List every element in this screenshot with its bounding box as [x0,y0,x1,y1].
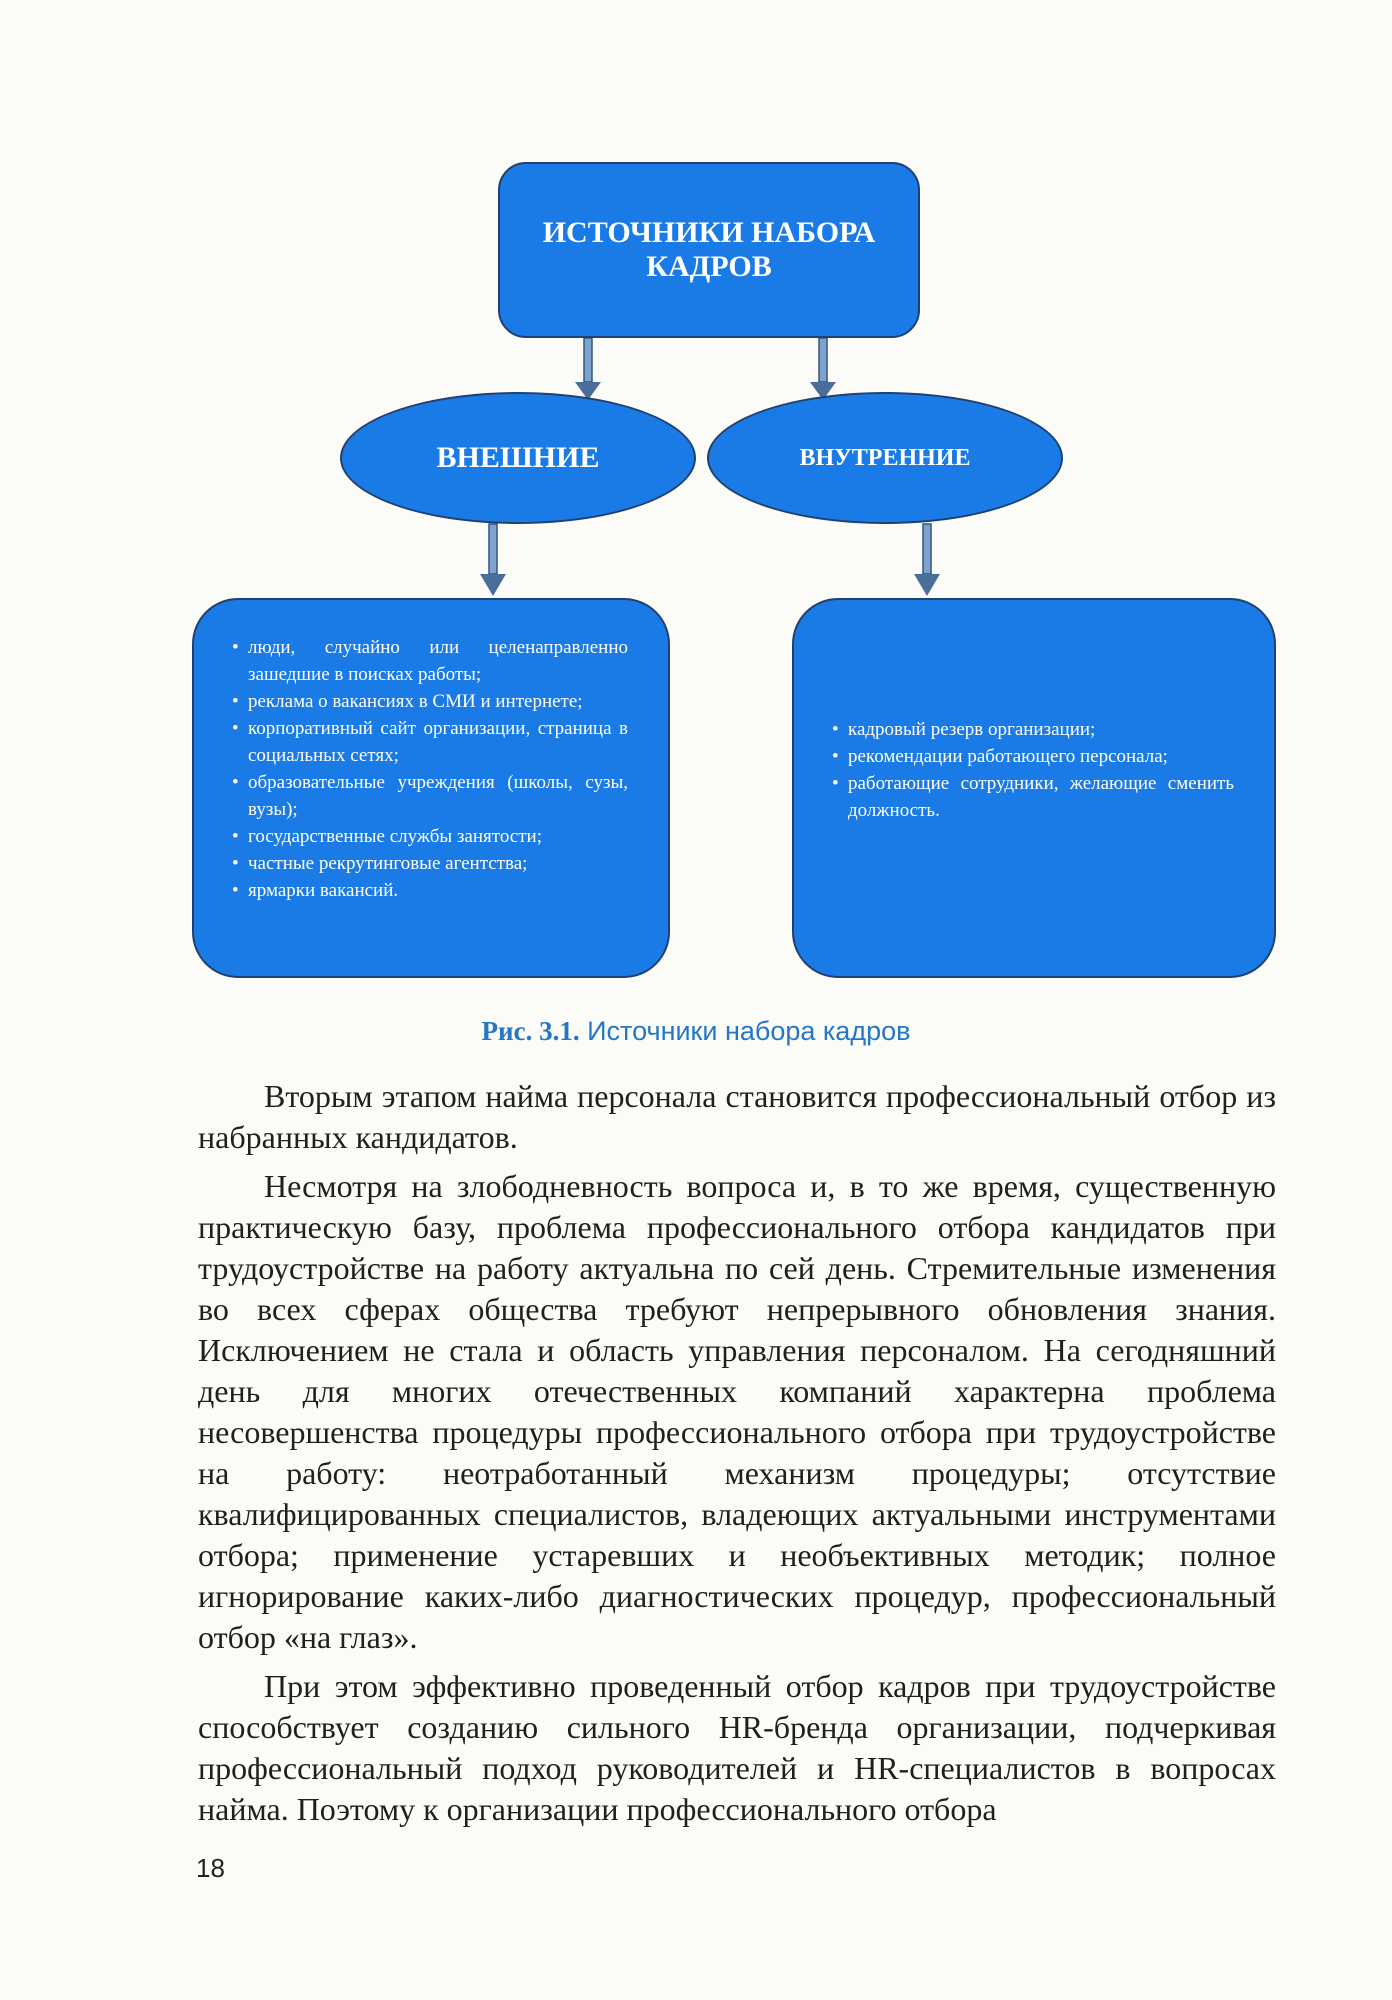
external-sources-list [192,598,670,978]
sources-title: ИСТОЧНИКИ НАБОРА КАДРОВ [542,216,876,283]
arrow-to-internal [810,338,836,400]
list-item: • государственные службы занятости; [232,823,628,850]
list-item: • рекомендации работающего персонала; [832,743,1234,770]
list-item: • реклама о вакансиях в СМИ и интернете; [232,688,628,715]
list-item: • люди, случайно или целенаправленно зашедшие в поисках работы; [232,634,628,688]
paragraph: При этом эффективно проведенный отбор кадров при трудоустройстве способствует созданию сильного HR-бренда организации, подчеркивая профессиональный подход руководителей и HR-специалистов в вопросах найма. Поэтому к организации профессионального отбора [198,1668,1276,1827]
arrow-external-to-list [480,524,506,596]
page-number: 18 [196,1853,225,1883]
sources-title-box [498,162,920,338]
list-item: • кадровый резерв организации; [832,716,1234,743]
paragraph: Несмотря на злободневность вопроса и, в то же время, существенную практическую базу, проблема профессионального отбора кандидатов при трудоустройстве на работу актуальна по сей день. Стремительные изменения во всех сферах общества требуют непрерывного обновления знания. Исключением не стала и область управления персоналом. На сегодняшний день для многих отечественных компаний характерна проблема несовершенства процедуры профессионального отбора при трудоустройстве на работу: неотработанный механизм процедуры; отсутствие квалифицированных специалистов, владеющих актуальными инструментами отбора; применение устаревших и необъективных методик; полное игнорирование каких-либо диагностических процедур, профессиональный отбор «на глаз». [198,1168,1276,1655]
external-sources-node [340,392,696,524]
external-label: ВНЕШНИЕ [436,441,600,474]
list-item: • образовательные учреждения (школы, сузы, вузы); [232,769,628,823]
arrow-internal-to-list [914,524,940,596]
internal-sources-list [792,598,1276,978]
list-item: • ярмарки вакансий. [232,877,628,904]
internal-label: ВНУТРЕННИЕ [799,444,971,471]
list-item: • работающие сотрудники, желающие сменить должность. [832,770,1234,824]
paragraph: Вторым этапом найма персонала становится профессиональный отбор из набранных кандидатов. [198,1078,1276,1155]
caption-text: Источники набора кадров [587,1016,911,1046]
list-item: • частные рекрутинговые агентства; [232,850,628,877]
body-text [198,1076,1276,1838]
caption-label: Рис. 3.1. [481,1016,580,1046]
internal-sources-node [707,392,1063,524]
figure-caption [0,1016,1392,1047]
list-item: • корпоративный сайт организации, страница в социальных сетях; [232,715,628,769]
arrow-to-external [575,338,601,400]
